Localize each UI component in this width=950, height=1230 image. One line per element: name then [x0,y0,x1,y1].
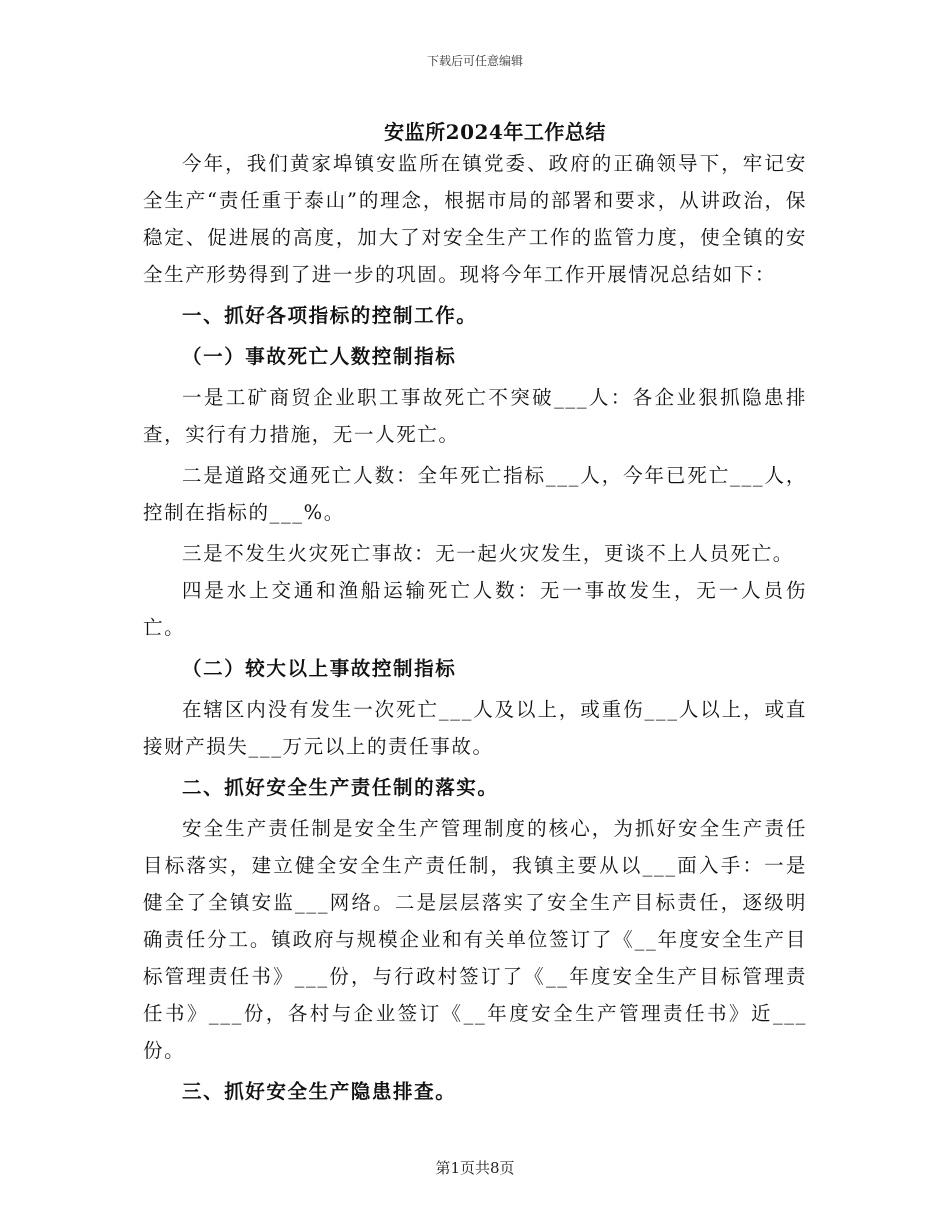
subsection-heading-2: （二）较大以上事故控制指标 [182,657,457,680]
section-heading-1: 一、抓好各项指标的控制工作。 [182,304,478,327]
page-number: 第1页共8页 [435,1159,515,1177]
paragraph-responsibility: 安全生产责任制是安全生产管理制度的核心，为抓好安全生产责任目标落实，建立健全安全生产责任制，我镇主要从以___面入手：一是健全了全镇安监___网络。二是层层落实了安全生产目标责任，逐级明确责任分工。镇政府与规模企业和有关单位签订了《__年度安全生产目标管理责任书》___份，与行政村签订了《__年度安全生产目标管理责任书》___份，各村与企业签订《__年度安全生产管理责任书》近___份。 [143,817,807,1062]
header-note: 下载后可任意编辑 [426,54,523,68]
paragraph-item-2: 二是道路交通死亡人数：全年死亡指标___人，今年已死亡___人，控制在指标的___%。 [143,464,807,524]
document-title: 安监所2024年工作总结 [384,120,606,144]
subsection-heading-1: （一）事故死亡人数控制指标 [182,345,457,368]
paragraph-item-3: 三是不发生火灾死亡事故：无一起火灾发生，更谈不上人员死亡。 [182,542,794,565]
paragraph-item-4: 四是水上交通和渔船运输死亡人数：无一事故发生，无一人员伤亡。 [143,579,807,639]
section-heading-2: 二、抓好安全生产责任制的落实。 [182,776,499,799]
section-heading-3: 三、抓好安全生产隐患排查。 [182,1080,457,1103]
paragraph-major-accidents: 在辖区内没有发生一次死亡___人及以上，或重伤___人以上，或直接财产损失___万元以上的责任事故。 [143,698,807,758]
intro-paragraph: 今年，我们黄家埠镇安监所在镇党委、政府的正确领导下，牢记安全生产“责任重于泰山”的理念，根据市局的部署和要求，从讲政治，保稳定、促进展的高度，加大了对安全生产工作的监管力度，使全镇的安全生产形势得到了进一步的巩固。现将今年工作开展情况总结如下： [143,152,807,286]
paragraph-item-1: 一是工矿商贸企业职工事故死亡不突破___人：各企业狠抓隐患排查，实行有力措施，无一人死亡。 [143,386,807,446]
document-body [143,145,807,1110]
